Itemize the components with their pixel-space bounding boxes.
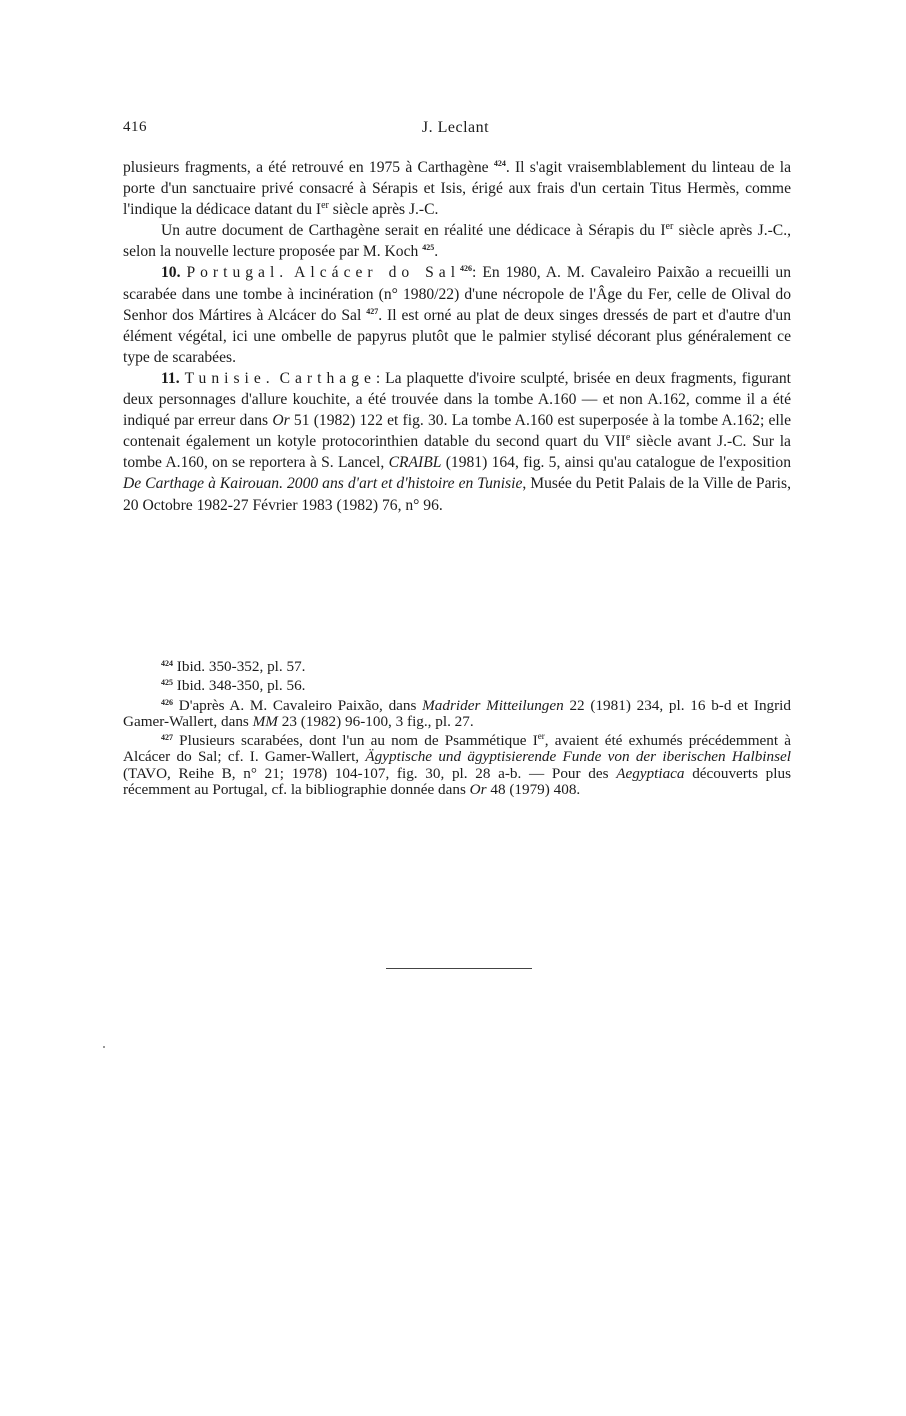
- footnote-ref-427[interactable]: 427: [366, 306, 379, 316]
- section-place: Carthage: [279, 369, 376, 387]
- stray-mark: [103, 1046, 105, 1048]
- footnote-427: [123, 730, 791, 798]
- paragraph-4: [123, 368, 791, 516]
- text-run: Ibid. 350-352, pl. 57.: [173, 658, 306, 675]
- text-run: 22 (1981) 234, pl. 16 b-d et Ingrid Gamer-Wallert, dans: [123, 696, 791, 730]
- footnote-425: [123, 675, 791, 694]
- text-run: Ibid. 348-350, pl. 56.: [173, 677, 306, 695]
- section-number: 11.: [161, 369, 180, 387]
- text-run: (1981) 164, fig. 5, ainsi qu'au catalogue de l'exposition: [441, 454, 791, 472]
- journal-title: Or: [469, 781, 487, 799]
- text-run: , avaient été exhumés précédemment à Alcácer do Sal; cf. I. Gamer-Wallert,: [123, 732, 792, 766]
- text-run: , Musée du Petit Palais de la Ville de Paris, 20 Octobre 1982-27 Février 1983 (1982) 76, n° 96.: [123, 475, 791, 514]
- text-run: .: [434, 243, 439, 261]
- paragraph-1: [123, 157, 791, 220]
- text-run: : En 1980, A. M. Cavaleiro Paixão a recueilli un scarabée dans une tombe à incinération (n° 1980/22) d'une nécropole de l'Âge du Fer, celle de Olival do Senhor dos Mártires à Alcácer do Sal: [123, 264, 792, 324]
- end-rule: [386, 968, 532, 969]
- running-head: J. Leclant: [421, 119, 490, 136]
- book-title: Ägyptische und ägyptisierende Funde von der iberischen Halbinsel: [365, 748, 791, 766]
- text-run: Plusieurs scarabées, dont l'un au nom de Psammétique I: [173, 732, 538, 750]
- ordinal-superscript: e: [625, 432, 631, 444]
- journal-title: Aegyptiaca: [616, 764, 685, 782]
- text-run: Un autre document de Carthagène serait en réalité une dédicace à Sérapis du I: [161, 222, 666, 240]
- ordinal-superscript: er: [537, 731, 545, 742]
- text-run: plusieurs fragments, a été retrouvé en 1975 à Carthagène: [123, 159, 494, 176]
- paragraph-2: [123, 220, 791, 262]
- section-country: Portugal.: [186, 264, 289, 282]
- section-place: Alcácer do Sal: [294, 264, 461, 282]
- footnote-number: 424: [161, 659, 173, 668]
- footnote-number: 427: [161, 733, 173, 743]
- text-run: . Il s'agit vraisemblablement du linteau de la porte d'un sanctuaire privé consacré à Sérapis et Isis, érigé aux frais d'un certain Titus Hermès, comme l'indique la dédicace datant du I: [123, 159, 791, 219]
- footnote-424: [123, 656, 791, 675]
- page-header: [123, 119, 788, 141]
- page-number: 416: [123, 119, 147, 135]
- journal-title: Or: [272, 412, 290, 430]
- text-run: : La plaquette d'ivoire sculpté, brisée en deux fragments, figurant deux personnages d'allure kouchite, a été trouvée dans la tombe A.160 — et non A.162, comme il a été indiqué par erreur dans: [123, 369, 791, 430]
- ordinal-superscript: er: [321, 200, 329, 212]
- journal-title: CRAIBL: [388, 454, 442, 472]
- text-run: 48 (1979) 408.: [486, 781, 581, 799]
- exhibition-title: De Carthage à Kairouan. 2000 ans d'art et d'histoire en Tunisie: [123, 475, 523, 493]
- text-run: 23 (1982) 96-100, 3 fig., pl. 27.: [277, 712, 474, 730]
- footnote-number: 425: [161, 678, 173, 688]
- footnote-number: 426: [161, 697, 173, 707]
- footnote-ref-425[interactable]: 425: [422, 243, 435, 253]
- section-number: 10.: [161, 264, 181, 282]
- section-country: Tunisie.: [184, 369, 275, 387]
- text-run: 51 (1982) 122 et fig. 30. La tombe A.160 est superposée à la tombe A.162; elle contenait également un kotyle protocorinthien datable du second quart du VII: [123, 412, 791, 451]
- footnote-ref-424[interactable]: 424: [493, 159, 506, 168]
- footnote-426: [123, 695, 791, 731]
- text-run: (TAVO, Reihe B, n° 21; 1978) 104-107, fig. 30, pl. 28 a-b. — Pour des: [123, 764, 617, 782]
- journal-title: MM: [252, 712, 278, 730]
- journal-title: Madrider Mitteilungen: [422, 696, 564, 714]
- text-run: siècle après J.-C., selon la nouvelle lecture proposée par M. Koch: [123, 222, 792, 261]
- footnotes: [123, 656, 791, 798]
- text-run: D'après A. M. Cavaleiro Paixão, dans: [173, 696, 423, 714]
- footnote-ref-426[interactable]: 426: [460, 264, 473, 274]
- text-run: siècle avant J.-C. Sur la tombe A.160, on se reportera à S. Lancel,: [123, 433, 791, 472]
- text-run: . Il est orné au plat de deux singes dressés de part et d'autre d'un élément végétal, ici une ombelle de papyrus plutôt que le palmier stylisé décorant plus généralement ce type de scarabées.: [123, 306, 791, 366]
- text-run: siècle après J.-C.: [328, 201, 439, 219]
- body-text: [123, 157, 791, 516]
- ordinal-superscript: er: [665, 221, 674, 233]
- paragraph-3: [123, 262, 791, 367]
- text-run: découverts plus récemment au Portugal, cf. la bibliographie donnée dans: [123, 764, 791, 799]
